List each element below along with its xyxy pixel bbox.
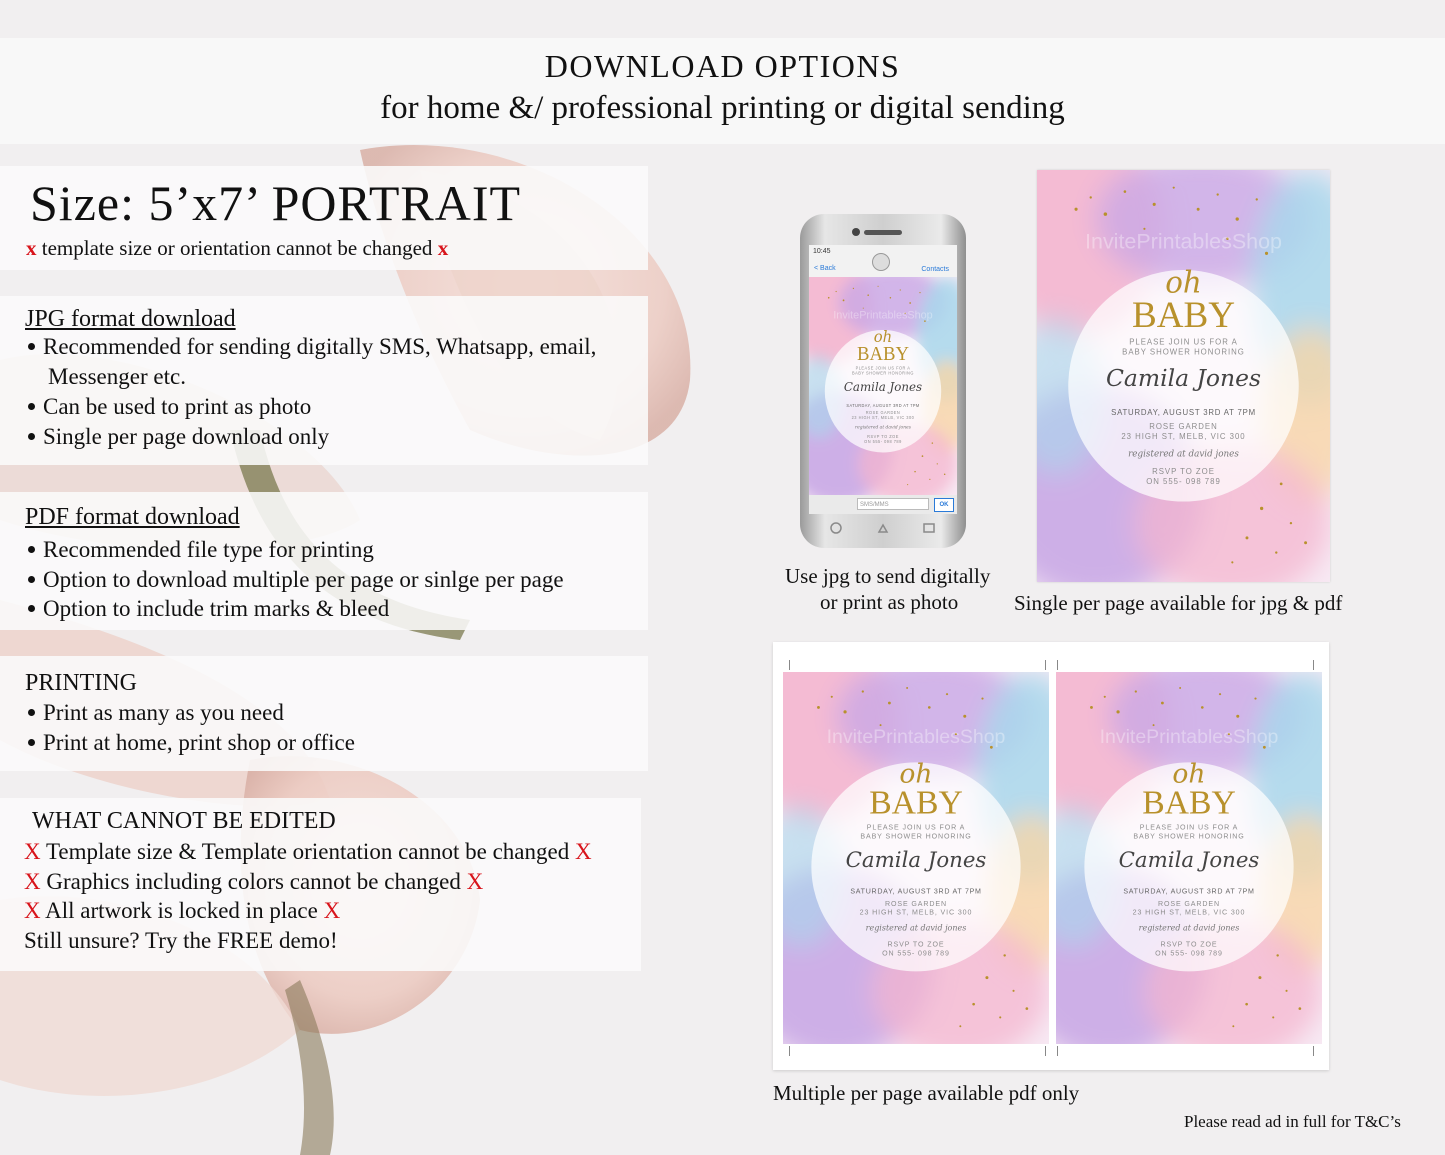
invitation-card — [1056, 672, 1322, 1044]
x-mark: x — [437, 236, 449, 260]
trim-mark — [1313, 660, 1314, 670]
venue-line1: ROSE GARDEN — [884, 899, 948, 908]
invite-line2: BABY SHOWER HONORING — [1122, 347, 1245, 357]
pdf-title: PDF format download — [25, 504, 240, 530]
registry-line: registered at david jones — [855, 425, 911, 431]
trim-mark — [789, 660, 790, 670]
honoree-name: Camila Jones — [843, 379, 923, 395]
watermark: InvitePrintablesShop — [833, 309, 933, 322]
list-item — [24, 869, 483, 895]
bullet-icon — [28, 403, 35, 410]
invitation-preview-right — [1056, 672, 1322, 1044]
watermark: InvitePrintablesShop — [1099, 725, 1279, 748]
invitation-preview-left — [783, 672, 1049, 1044]
back-link: < Back — [814, 265, 836, 272]
list-item-text: Graphics including colors cannot be changed — [46, 869, 461, 894]
size-title: Size: 5’x7’ PORTRAIT — [30, 175, 522, 231]
oh-script: oh — [873, 327, 893, 346]
message-input-bar — [809, 495, 957, 514]
oh-script: oh — [1172, 758, 1206, 790]
size-note — [26, 236, 448, 261]
trim-mark — [1057, 1046, 1058, 1056]
event-date: SATURDAY, AUGUST 3RD AT 7PM — [1111, 408, 1256, 418]
contact-avatar-icon — [872, 253, 890, 271]
list-item — [24, 898, 340, 924]
list-item-text: Option to download multiple per page or sinlge per page — [43, 567, 564, 592]
rsvp-line1: RSVP TO ZOE — [887, 940, 945, 949]
size-note-text: template size or orientation cannot be changed — [36, 236, 438, 260]
invitation-card — [783, 672, 1049, 1044]
printing-title: PRINTING — [25, 670, 137, 696]
send-button: OK — [934, 498, 954, 512]
rsvp-line1: RSVP TO ZOE — [1152, 467, 1215, 477]
rsvp-line2: ON 555- 098 789 — [1146, 476, 1221, 486]
invite-line2: BABY SHOWER HONORING — [860, 832, 972, 841]
list-item — [24, 730, 355, 756]
page-title: DOWNLOAD OPTIONS — [544, 48, 901, 84]
invitation-card — [1037, 170, 1330, 582]
phone-mockup — [800, 214, 966, 548]
list-item — [24, 567, 564, 593]
phone-caption-line1: Use jpg to send digitally — [785, 564, 991, 588]
closing-line: Still unsure? Try the FREE demo! — [24, 928, 338, 953]
message-input: SMS/MMS — [857, 498, 929, 510]
list-item-text: Can be used to print as photo — [43, 394, 312, 419]
printing-panel — [0, 656, 648, 771]
event-date: SATURDAY, AUGUST 3RD AT 7PM — [846, 402, 920, 408]
invite-line1: PLEASE JOIN US FOR A — [866, 823, 966, 832]
rsvp-line1: RSVP TO ZOE — [867, 433, 899, 439]
x-mark: X — [574, 839, 592, 864]
registry-line: registered at david jones — [1138, 923, 1240, 933]
phone-home-buttons — [800, 514, 966, 548]
invite-line2: BABY SHOWER HONORING — [1133, 832, 1245, 841]
honoree-name: Camila Jones — [1105, 363, 1262, 392]
x-mark: X — [323, 898, 341, 923]
bullet-icon — [28, 546, 35, 553]
status-time: 10:45 — [813, 248, 831, 255]
trim-mark — [1045, 1046, 1046, 1056]
watermark: InvitePrintablesShop — [826, 725, 1006, 748]
venue-line2: 23 HIGH ST, MELB, VIC 300 — [859, 908, 973, 917]
venue-line1: ROSE GARDEN — [1157, 899, 1221, 908]
list-item-text: Print as many as you need — [43, 700, 284, 725]
jpg-panel — [0, 296, 648, 465]
invite-line1: PLEASE JOIN US FOR A — [855, 365, 911, 371]
cannot-edit-panel — [0, 798, 641, 971]
speaker-icon — [864, 230, 902, 235]
venue-line2: 23 HIGH ST, MELB, VIC 300 — [851, 415, 915, 421]
jpg-title: JPG format download — [25, 306, 236, 332]
invitation-card — [809, 277, 957, 495]
honoree-name: Camila Jones — [1118, 847, 1260, 873]
venue-line2: 23 HIGH ST, MELB, VIC 300 — [1132, 908, 1246, 917]
venue-line1: ROSE GARDEN — [1149, 421, 1218, 431]
list-item — [24, 334, 596, 360]
list-item-text: Recommended file type for printing — [43, 537, 374, 562]
phone-screen — [809, 245, 957, 514]
camera-icon — [852, 228, 860, 236]
venue-line2: 23 HIGH ST, MELB, VIC 300 — [1121, 431, 1246, 441]
registry-line: registered at david jones — [1128, 449, 1239, 460]
single-invitation-preview — [1037, 170, 1330, 582]
list-item — [24, 394, 311, 420]
terms-footnote: Please read ad in full for T&C’s — [1184, 1112, 1401, 1131]
contacts-link: Contacts — [921, 266, 949, 273]
invite-line2: BABY SHOWER HONORING — [852, 370, 914, 376]
bullet-icon — [28, 739, 35, 746]
list-item — [24, 839, 592, 865]
multiple-caption: Multiple per page available pdf only — [773, 1081, 1080, 1105]
list-item-continuation: Messenger etc. — [48, 364, 186, 389]
x-mark: x — [26, 236, 37, 260]
list-item — [24, 596, 389, 622]
invite-line1: PLEASE JOIN US FOR A — [1139, 823, 1239, 832]
trim-mark — [1045, 660, 1046, 670]
multiple-per-page-sheet — [773, 642, 1329, 1070]
baby-headline: BABY — [856, 343, 910, 366]
list-item — [24, 700, 284, 726]
baby-headline: BABY — [1142, 784, 1236, 822]
x-mark: X — [24, 869, 41, 894]
x-mark: X — [24, 839, 41, 864]
list-item-text: Print at home, print shop or office — [43, 730, 355, 755]
trim-mark — [789, 1046, 790, 1056]
rsvp-line2: ON 555- 098 789 — [864, 438, 902, 445]
message-header — [809, 245, 957, 277]
list-item — [24, 537, 374, 563]
oh-script: oh — [1165, 265, 1202, 300]
list-item-text: Recommended for sending digitally SMS, Whatsapp, email, — [43, 334, 597, 359]
trim-mark — [1057, 660, 1058, 670]
rsvp-line1: RSVP TO ZOE — [1160, 940, 1218, 949]
baby-headline: BABY — [1131, 294, 1236, 336]
header-banner — [0, 38, 1445, 144]
phone-invitation-preview — [809, 277, 957, 495]
rsvp-line2: ON 555- 098 789 — [1155, 949, 1223, 958]
rsvp-line2: ON 555- 098 789 — [882, 949, 950, 958]
bullet-icon — [28, 433, 35, 440]
size-panel — [0, 166, 648, 270]
bullet-icon — [28, 576, 35, 583]
bullet-icon — [28, 343, 35, 350]
invite-line1: PLEASE JOIN US FOR A — [1129, 337, 1238, 347]
trim-mark — [1313, 1046, 1314, 1056]
watermark: InvitePrintablesShop — [1085, 229, 1282, 254]
list-item — [24, 424, 329, 450]
event-date: SATURDAY, AUGUST 3RD AT 7PM — [1123, 887, 1255, 896]
oh-script: oh — [899, 758, 933, 790]
page-subtitle: for home &/ professional printing or digital sending — [380, 90, 1065, 126]
list-item-text: Single per page download only — [43, 424, 330, 449]
cannot-edit-title: WHAT CANNOT BE EDITED — [32, 808, 336, 834]
registry-line: registered at david jones — [865, 923, 967, 933]
baby-headline: BABY — [869, 784, 963, 822]
bullet-icon — [28, 605, 35, 612]
event-date: SATURDAY, AUGUST 3RD AT 7PM — [850, 887, 982, 896]
honoree-name: Camila Jones — [845, 847, 987, 873]
venue-line1: ROSE GARDEN — [865, 409, 901, 416]
list-item-text: All artwork is locked in place — [45, 898, 318, 923]
x-mark: X — [24, 898, 41, 923]
pdf-panel — [0, 492, 648, 630]
bullet-icon — [28, 709, 35, 716]
single-caption: Single per page available for jpg & pdf — [1014, 591, 1343, 615]
x-mark: X — [466, 869, 484, 894]
phone-caption-line2: or print as photo — [820, 590, 959, 614]
list-item-text: Option to include trim marks & bleed — [43, 596, 390, 621]
list-item-text: Template size & Template orientation cannot be changed — [45, 839, 570, 864]
